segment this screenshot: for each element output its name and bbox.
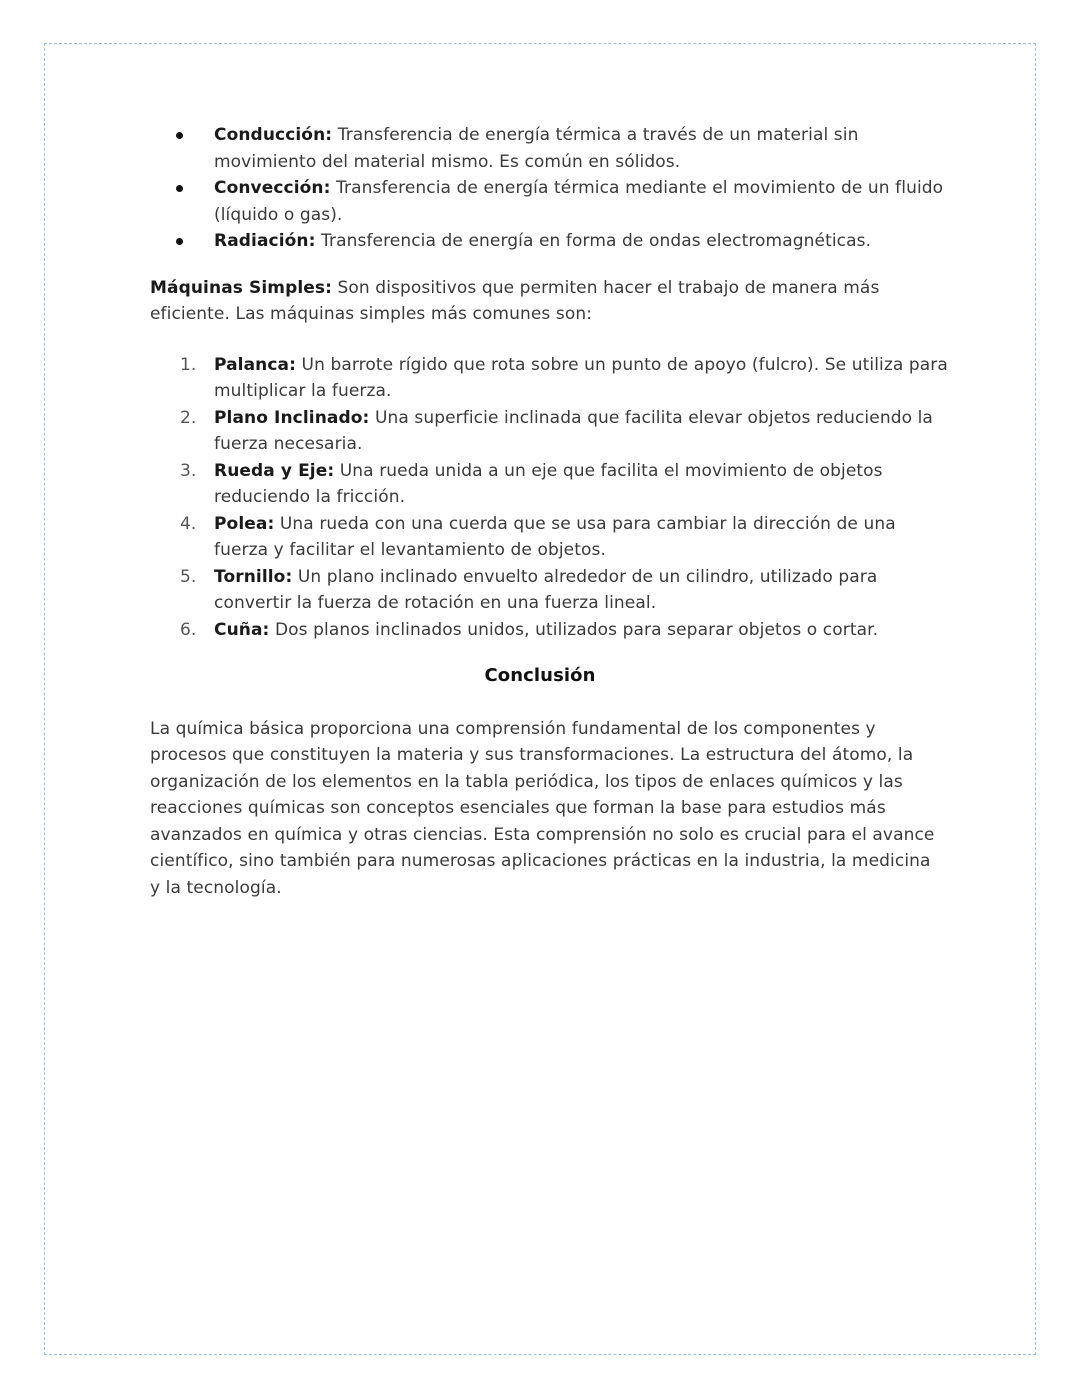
bullet-icon (176, 132, 183, 139)
list-item-radiation (150, 228, 950, 255)
text-screw: Un plano inclinado envuelto alrededor de un cilindro, utilizado para convertir la fuerza de rotación en una fuerza lineal. (214, 566, 878, 613)
bullet-icon (176, 238, 183, 245)
list-item-convection (150, 175, 950, 228)
term-convection: Convección: (214, 178, 331, 198)
text-inclined-plane: Una superficie inclinada que facilita elevar objetos reduciendo la fuerza necesaria. (214, 407, 933, 454)
list-number: 3. (180, 460, 197, 481)
list-number: 2. (180, 407, 197, 428)
term-screw: Tornillo: (214, 566, 293, 587)
list-item-inclined-plane (150, 405, 950, 458)
text-radiation: Transferencia de energía en forma de ondas electromagnéticas. (315, 231, 872, 251)
term-wedge: Cuña: (214, 619, 270, 640)
text-conduction: Transferencia de energía térmica a través de un material sin movimiento del material mismo. Es común en sólidos. (214, 125, 859, 172)
bullet-icon (176, 185, 183, 192)
list-item-wedge (150, 617, 950, 644)
conclusion-heading: Conclusión (484, 665, 596, 686)
list-item-pulley (150, 511, 950, 564)
list-number: 6. (180, 619, 197, 640)
simple-machines-intro (150, 275, 950, 328)
heat-transfer-list (150, 122, 950, 255)
list-number: 5. (180, 566, 197, 587)
term-wheel-axle: Rueda y Eje: (214, 460, 335, 481)
simple-machines-term: Máquinas Simples: (150, 277, 333, 298)
simple-machines-list (150, 352, 950, 644)
document-content (150, 122, 950, 918)
text-pulley: Una rueda con una cuerda que se usa para cambiar la dirección de una fuerza y facilitar el levantamiento de objetos. (214, 513, 896, 560)
term-conduction: Conducción: (214, 125, 333, 145)
list-item-lever (150, 352, 950, 405)
simple-machines-text: Son dispositivos que permiten hacer el trabajo de manera más eficiente. Las máquinas simples más comunes son: (150, 277, 880, 324)
term-pulley: Polea: (214, 513, 275, 534)
list-number: 4. (180, 513, 197, 534)
term-radiation: Radiación: (214, 231, 316, 251)
text-lever: Un barrote rígido que rota sobre un punto de apoyo (fulcro). Se utiliza para multiplicar la fuerza. (214, 354, 948, 401)
text-wedge: Dos planos inclinados unidos, utilizados para separar objetos o cortar. (269, 619, 879, 640)
term-lever: Palanca: (214, 354, 297, 375)
conclusion-paragraph: La química básica proporciona una comprensión fundamental de los componentes y procesos que constituyen la materia y sus transformaciones. La estructura del átomo, la organización de los elementos en la tabla periódica, los tipos de enlaces químicos y las reacciones químicas son conceptos esenciales que forman la base para estudios más avanzados en química y otras ciencias. Esta comprensión no solo es crucial para el avance científico, sino también para numerosas aplicaciones prácticas en la industria, la medicina y la tecnología. (150, 718, 935, 898)
list-item-screw (150, 564, 950, 617)
list-item-conduction (150, 122, 950, 175)
list-item-wheel-axle (150, 458, 950, 511)
text-wheel-axle: Una rueda unida a un eje que facilita el movimiento de objetos reduciendo la fricción. (214, 460, 883, 507)
text-convection: Transferencia de energía térmica mediante el movimiento de un fluido (líquido o gas). (214, 178, 944, 225)
list-number: 1. (180, 354, 197, 375)
term-inclined-plane: Plano Inclinado: (214, 407, 370, 428)
